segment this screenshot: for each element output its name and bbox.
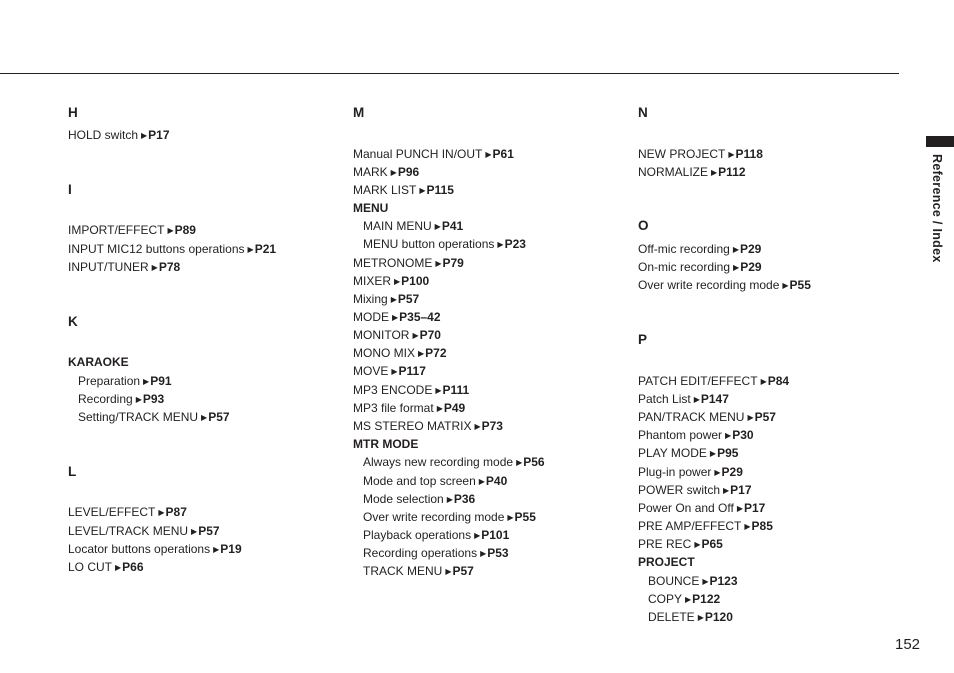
page-pointer-icon: ▶ [135, 395, 142, 404]
index-entry[interactable] [638, 519, 773, 535]
page-reference-link[interactable]: P115 [426, 183, 454, 197]
index-entry[interactable] [353, 274, 429, 290]
page-pointer-icon: ▶ [445, 567, 452, 576]
index-entry-text: Over write recording mode [363, 510, 505, 524]
page-reference-link[interactable]: P35–42 [399, 310, 441, 324]
page-reference-link[interactable]: P17 [148, 128, 170, 142]
index-entry[interactable] [68, 560, 144, 576]
index-entry-text: Setting/TRACK MENU [78, 410, 199, 424]
index-entry[interactable] [638, 428, 754, 444]
index-entry[interactable] [68, 524, 220, 540]
page-reference-link[interactable]: P85 [751, 519, 773, 533]
index-entry-text: LO CUT [68, 560, 113, 574]
page-pointer-icon: ▶ [694, 540, 701, 549]
index-group-heading [68, 355, 129, 369]
index-entry-text: Off-mic recording [638, 242, 730, 256]
page-pointer-icon: ▶ [446, 495, 453, 504]
index-entry[interactable] [353, 401, 465, 417]
page-reference-link[interactable]: P72 [425, 346, 447, 360]
index-entry[interactable] [353, 147, 514, 163]
page-pointer-icon: ▶ [507, 513, 514, 522]
index-entry[interactable] [363, 492, 475, 508]
index-entry-text: MARK [353, 165, 388, 179]
page-pointer-icon: ▶ [434, 222, 441, 231]
page-reference-link[interactable]: P23 [504, 237, 526, 251]
index-entry[interactable] [68, 505, 187, 521]
index-entry[interactable] [68, 242, 276, 258]
page-reference-link[interactable]: P101 [481, 528, 510, 542]
index-entry[interactable] [353, 364, 426, 380]
page-pointer-icon: ▶ [480, 549, 487, 558]
index-letter-heading: N [638, 105, 648, 120]
page-pointer-icon: ▶ [711, 168, 718, 177]
page-pointer-icon: ▶ [158, 508, 165, 517]
side-section-label: Reference / Index [930, 154, 944, 263]
page-reference-link[interactable]: P57 [754, 410, 776, 424]
index-entry[interactable] [78, 374, 172, 390]
index-entry-text: METRONOME [353, 256, 433, 270]
index-group-heading [353, 201, 388, 215]
page-pointer-icon: ▶ [709, 449, 717, 458]
index-entry-text: Recording operations [363, 546, 478, 560]
index-entry-text: MENU button operations [363, 237, 495, 251]
index-letter-heading: I [68, 182, 72, 197]
index-entry-text: Always new recording mode [363, 455, 514, 469]
page-pointer-icon: ▶ [736, 504, 743, 513]
index-letter-heading: P [638, 332, 648, 347]
page-pointer-icon: ▶ [723, 486, 730, 495]
index-entry[interactable] [648, 574, 738, 590]
page-reference-link[interactable]: P17 [730, 483, 752, 497]
index-entry-text: INPUT/TUNER [68, 260, 149, 274]
page-reference-link[interactable]: P65 [701, 537, 723, 551]
index-entry-text: MENU [353, 201, 389, 215]
page-reference-link[interactable]: P78 [158, 260, 181, 274]
index-entry[interactable] [638, 392, 729, 408]
page-reference-link[interactable]: P55 [514, 510, 536, 524]
page-reference-link[interactable]: P93 [142, 392, 165, 406]
index-entry[interactable] [638, 501, 765, 517]
index-entry[interactable] [353, 165, 419, 181]
page-reference-link[interactable]: P84 [767, 374, 790, 388]
page-pointer-icon: ▶ [115, 563, 122, 572]
index-entry[interactable] [638, 242, 761, 258]
page-reference-link[interactable]: P57 [397, 292, 420, 306]
page-reference-link[interactable]: P118 [735, 147, 763, 161]
header-rule [0, 73, 899, 74]
index-entry[interactable] [363, 219, 463, 235]
index-entry-text: KARAOKE [68, 355, 129, 369]
section-tab-marker [926, 136, 954, 147]
page-pointer-icon: ▶ [516, 458, 523, 467]
index-entry-text: COPY [648, 592, 683, 606]
index-entry[interactable] [353, 292, 419, 308]
index-entry-text: MP3 ENCODE [353, 383, 433, 397]
index-entry-text: MIXER [353, 274, 392, 288]
index-entry-text: INPUT MIC12 buttons operations [68, 242, 245, 256]
page-reference-link[interactable]: P40 [485, 474, 508, 488]
page-pointer-icon: ▶ [419, 186, 426, 195]
index-entry-text: Preparation [78, 374, 141, 388]
page-pointer-icon: ▶ [497, 240, 504, 249]
page-pointer-icon: ▶ [151, 263, 158, 272]
page-pointer-icon: ▶ [702, 577, 709, 586]
index-entry-text: Patch List [638, 392, 691, 406]
index-entry-text: NORMALIZE [638, 165, 709, 179]
page-reference-link[interactable]: P89 [174, 223, 196, 237]
index-entry-text: LEVEL/EFFECT [68, 505, 156, 519]
page-pointer-icon: ▶ [412, 331, 419, 340]
index-entry-text: PRE REC [638, 537, 692, 551]
index-entry[interactable] [648, 592, 720, 608]
page-pointer-icon: ▶ [485, 150, 492, 159]
index-entry-text: NEW PROJECT [638, 147, 726, 161]
page-pointer-icon: ▶ [474, 531, 481, 540]
index-entry-text: BOUNCE [648, 574, 700, 588]
page-reference-link[interactable]: P66 [122, 560, 144, 574]
page-reference-link[interactable]: P112 [718, 165, 746, 179]
page-pointer-icon: ▶ [714, 468, 721, 477]
index-entry[interactable] [353, 183, 454, 199]
index-entry[interactable] [353, 256, 464, 272]
index-entry-text: Manual PUNCH IN/OUT [353, 147, 483, 161]
index-entry[interactable] [638, 278, 811, 294]
page-pointer-icon: ▶ [418, 349, 425, 358]
page-pointer-icon: ▶ [697, 613, 704, 622]
index-entry-text: Phantom power [638, 428, 723, 442]
page-reference-link[interactable]: P117 [398, 364, 426, 378]
index-entry-text: PRE AMP/EFFECT [638, 519, 742, 533]
index-entry[interactable] [638, 374, 789, 390]
page-reference-link[interactable]: P120 [704, 610, 733, 624]
page-pointer-icon: ▶ [725, 431, 732, 440]
page-pointer-icon: ▶ [436, 404, 443, 413]
index-entry[interactable] [363, 474, 507, 490]
page-reference-link[interactable]: P49 [443, 401, 466, 415]
index-entry[interactable] [638, 410, 776, 426]
index-entry-text: Locator buttons operations [68, 542, 211, 556]
index-entry[interactable] [68, 223, 196, 239]
index-entry[interactable] [638, 465, 743, 481]
index-letter-heading: K [68, 314, 78, 329]
index-entry-text: Power On and Off [638, 501, 734, 515]
page-pointer-icon: ▶ [435, 386, 442, 395]
page-reference-link[interactable]: P111 [442, 383, 470, 397]
page-reference-link[interactable]: P29 [739, 242, 762, 256]
page-reference-link[interactable]: P19 [220, 542, 242, 556]
index-entry-text: DELETE [648, 610, 695, 624]
page-reference-link[interactable]: P56 [523, 455, 545, 469]
page-number: 152 [895, 636, 921, 653]
page-pointer-icon: ▶ [760, 377, 767, 386]
index-entry[interactable] [353, 346, 447, 362]
index-entry[interactable] [363, 564, 474, 580]
page-pointer-icon: ▶ [143, 377, 150, 386]
index-entry[interactable] [363, 546, 509, 562]
page-reference-link[interactable]: P57 [198, 524, 220, 538]
page-pointer-icon: ▶ [392, 313, 399, 322]
index-entry[interactable] [353, 328, 441, 344]
page-reference-link[interactable]: P55 [789, 278, 811, 292]
index-entry-text: LEVEL/TRACK MENU [68, 524, 189, 538]
page-pointer-icon: ▶ [693, 395, 700, 404]
page-reference-link[interactable]: P147 [700, 392, 729, 406]
index-entry-text: MODE [353, 310, 389, 324]
index-entry[interactable] [638, 446, 738, 462]
index-letter-heading: O [638, 218, 649, 233]
index-entry-text: MAIN MENU [363, 219, 432, 233]
index-entry[interactable] [638, 537, 723, 553]
page-pointer-icon: ▶ [391, 367, 398, 376]
index-entry[interactable] [353, 310, 441, 326]
page-reference-link[interactable]: P73 [481, 419, 503, 433]
index-entry[interactable] [353, 419, 503, 435]
page-reference-link[interactable]: P29 [740, 260, 762, 274]
page-reference-link[interactable]: P96 [397, 165, 420, 179]
page-pointer-icon: ▶ [167, 226, 174, 235]
page-reference-link[interactable]: P87 [165, 505, 187, 519]
page-pointer-icon: ▶ [390, 168, 397, 177]
index-entry[interactable] [363, 237, 526, 253]
index-letter-heading: M [353, 105, 365, 120]
page-pointer-icon: ▶ [141, 131, 148, 140]
index-entry[interactable] [68, 128, 170, 144]
index-entry-text: MS STEREO MATRIX [353, 419, 472, 433]
index-group-heading [353, 437, 418, 451]
page-reference-link[interactable]: P17 [744, 501, 766, 515]
index-entry-text: PATCH EDIT/EFFECT [638, 374, 758, 388]
index-entry[interactable] [648, 610, 733, 626]
index-entry-text: MONO MIX [353, 346, 415, 360]
page-reference-link[interactable]: P122 [692, 592, 721, 606]
page-pointer-icon: ▶ [474, 422, 481, 431]
page-pointer-icon: ▶ [732, 245, 739, 254]
index-entry[interactable] [363, 510, 536, 526]
index-entry[interactable] [638, 260, 762, 276]
page-pointer-icon: ▶ [685, 595, 692, 604]
index-entry-text: Plug-in power [638, 465, 712, 479]
page-pointer-icon: ▶ [213, 545, 220, 554]
page-reference-link[interactable]: P53 [487, 546, 509, 560]
page-reference-link[interactable]: P57 [208, 410, 230, 424]
index-entry[interactable] [68, 260, 180, 276]
page-reference-link[interactable]: P123 [709, 574, 738, 588]
page-pointer-icon: ▶ [435, 259, 442, 268]
index-entry[interactable] [78, 392, 164, 408]
page-pointer-icon: ▶ [744, 522, 751, 531]
page-pointer-icon: ▶ [728, 150, 735, 159]
page-reference-link[interactable]: P61 [492, 147, 514, 161]
index-entry-text: PAN/TRACK MENU [638, 410, 745, 424]
page-pointer-icon: ▶ [394, 277, 401, 286]
index-letter-heading: L [68, 464, 77, 479]
index-entry-text: MONITOR [353, 328, 410, 342]
index-entry-text: MARK LIST [353, 183, 417, 197]
page-pointer-icon: ▶ [733, 263, 740, 272]
index-entry[interactable] [363, 455, 545, 471]
page-reference-link[interactable]: P70 [419, 328, 441, 342]
page-reference-link[interactable]: P57 [452, 564, 474, 578]
index-entry-text: Mixing [353, 292, 388, 306]
index-entry-text: On-mic recording [638, 260, 731, 274]
page-reference-link[interactable]: P95 [717, 446, 739, 460]
index-entry-text: Over write recording mode [638, 278, 780, 292]
page-reference-link[interactable]: P41 [441, 219, 464, 233]
page-reference-link[interactable]: P79 [442, 256, 464, 270]
index-group-heading [638, 555, 695, 569]
index-entry-text: TRACK MENU [363, 564, 443, 578]
index-entry[interactable] [68, 542, 242, 558]
index-entry-text: PLAY MODE [638, 446, 707, 460]
page-reference-link[interactable]: P100 [401, 274, 430, 288]
index-entry-text: Playback operations [363, 528, 472, 542]
page-pointer-icon: ▶ [201, 413, 208, 422]
index-entry[interactable] [78, 410, 230, 426]
page-reference-link[interactable]: P29 [721, 465, 743, 479]
page-reference-link[interactable]: P30 [732, 428, 754, 442]
page-pointer-icon: ▶ [747, 413, 754, 422]
page-pointer-icon: ▶ [191, 527, 198, 536]
index-entry-text: MTR MODE [353, 437, 419, 451]
index-entry-text: IMPORT/EFFECT [68, 223, 165, 237]
page-pointer-icon: ▶ [478, 477, 485, 486]
page-reference-link[interactable]: P21 [254, 242, 277, 256]
page-reference-link[interactable]: P36 [453, 492, 476, 506]
index-entry-text: PROJECT [638, 555, 695, 569]
page-pointer-icon: ▶ [390, 295, 397, 304]
page-reference-link[interactable]: P91 [150, 374, 172, 388]
page-pointer-icon: ▶ [782, 281, 789, 290]
index-entry-text: Recording [78, 392, 133, 406]
index-entry-text: Mode and top screen [363, 474, 476, 488]
page-pointer-icon: ▶ [247, 245, 254, 254]
index-entry[interactable] [353, 383, 469, 399]
index-entry[interactable] [638, 147, 763, 163]
index-entry-text: MP3 file format [353, 401, 434, 415]
index-entry-text: Mode selection [363, 492, 444, 506]
index-letter-heading: H [68, 105, 78, 120]
index-entry[interactable] [638, 165, 746, 181]
index-entry[interactable] [363, 528, 509, 544]
index-entry-text: MOVE [353, 364, 389, 378]
index-entry[interactable] [638, 483, 752, 499]
index-entry-text: HOLD switch [68, 128, 139, 142]
index-entry-text: POWER switch [638, 483, 721, 497]
